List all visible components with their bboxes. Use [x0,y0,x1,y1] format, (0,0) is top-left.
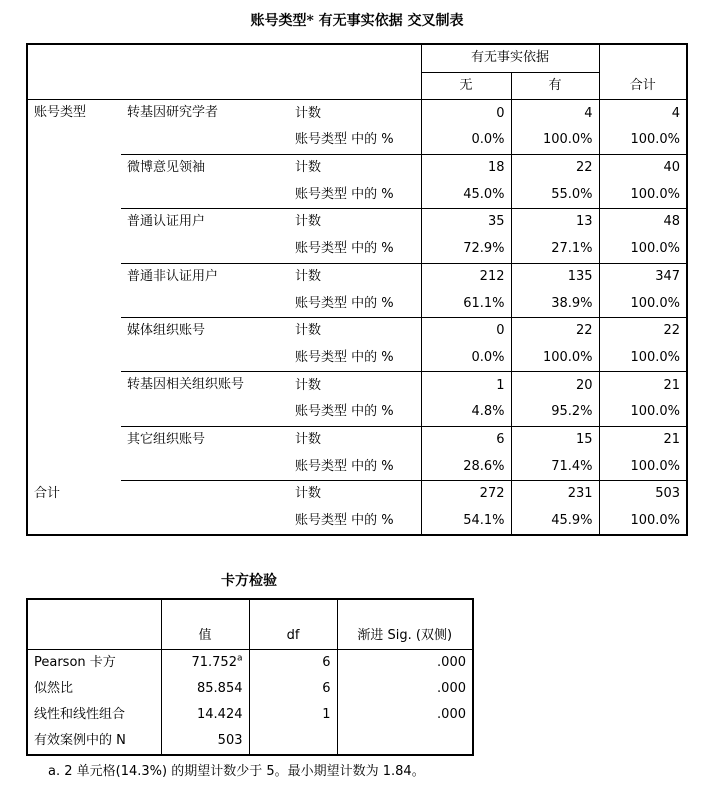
pct-cell: 38.9% [511,290,599,317]
pct-cell: 28.6% [421,453,511,480]
count-cell: 18 [421,154,511,181]
count-label: 计数 [295,105,322,121]
pct-cell: 100.0% [599,181,687,208]
chi-df-cell: 6 [249,649,337,676]
chi-value: 71.752 [191,654,237,670]
pct-cell: 61.1% [421,290,511,317]
chi-sig-header: 渐进 Sig. (双侧) [337,599,473,649]
row-variable-label: 账号类型 [34,105,87,121]
count-label: 计数 [295,268,322,284]
pct-cell: 4.8% [421,399,511,426]
pct-label: 账号类型 中的 % [289,399,421,426]
chi-value-cell [161,649,249,676]
pct-cell: 0.0% [421,345,511,372]
pct-label: 账号类型 中的 % [289,181,421,208]
count-cell: 22 [511,154,599,181]
chi-df-cell [249,728,337,755]
count-cell: 21 [599,426,687,453]
chi-value: 14.424 [197,706,243,722]
count-cell: 13 [511,209,599,236]
table-row [27,426,687,453]
chi-sig-cell: .000 [337,676,473,702]
pct-cell: 27.1% [511,236,599,263]
count-label: 计数 [295,486,322,502]
count-cell: 40 [599,154,687,181]
pct-cell: 100.0% [599,399,687,426]
count-cell: 1 [421,372,511,399]
pct-cell: 72.9% [421,236,511,263]
pct-cell: 100.0% [599,345,687,372]
chi-value-cell [161,702,249,728]
count-cell: 22 [599,317,687,344]
chi-row-label: 有效案例中的 N [34,732,126,748]
pct-cell: 100.0% [599,236,687,263]
pct-label: 账号类型 中的 % [289,453,421,480]
count-label: 计数 [295,431,322,447]
total-count-cell: 503 [599,481,687,508]
row-category: 媒体组织账号 [121,317,289,371]
chi-df-cell: 6 [249,676,337,702]
pct-cell: 100.0% [599,290,687,317]
count-cell: 21 [599,372,687,399]
chi-square-title: 卡方检验 [221,573,277,589]
row-category: 其它组织账号 [121,426,289,480]
pct-label: 账号类型 中的 % [289,127,421,154]
count-cell: 0 [421,317,511,344]
table-row [27,728,473,755]
table-row [27,676,473,702]
count-cell: 48 [599,209,687,236]
chi-df-cell: 1 [249,702,337,728]
col-yes-header: 有 [511,72,599,100]
crosstab-title: 账号类型* 有无事实依据 交叉制表 [250,13,464,29]
chi-header-blank [27,599,161,649]
chi-value-cell [161,728,249,755]
pct-cell: 71.4% [511,453,599,480]
table-row [27,100,687,127]
pct-cell: 95.2% [511,399,599,426]
pct-cell: 55.0% [511,181,599,208]
footnote-marker: a [236,653,243,664]
chi-square-footnote: a. 2 单元格(14.3%) 的期望计数少于 5。最小期望计数为 1.84。 [48,764,425,779]
col-total-header: 合计 [599,44,687,100]
pct-label: 账号类型 中的 % [289,345,421,372]
chi-df-header: df [249,599,337,649]
chi-row-label: 似然比 [34,680,74,696]
table-row [27,154,687,181]
chi-sig-cell: .000 [337,702,473,728]
count-cell: 35 [421,209,511,236]
pct-cell: 0.0% [421,127,511,154]
count-label: 计数 [295,323,322,339]
total-pct-cell: 45.9% [511,508,599,536]
pct-cell: 100.0% [599,127,687,154]
count-cell: 212 [421,263,511,290]
total-row [27,481,687,508]
chi-sig-cell [337,728,473,755]
total-label: 合计 [34,486,61,501]
count-cell: 347 [599,263,687,290]
chi-square-table [26,598,474,756]
pct-label: 账号类型 中的 % [289,236,421,263]
total-pct-cell: 54.1% [421,508,511,536]
count-cell: 22 [511,317,599,344]
chi-value-cell [161,676,249,702]
count-cell: 15 [511,426,599,453]
chi-header-row [27,599,473,649]
table-row [27,649,473,676]
total-pct-cell: 100.0% [599,508,687,536]
total-count-cell: 231 [511,481,599,508]
chi-row-label: Pearson 卡方 [34,654,116,670]
row-category: 转基因相关组织账号 [121,372,289,426]
count-cell: 4 [511,100,599,127]
crosstab-header-row-1 [27,44,687,72]
chi-row-label: 线性和线性组合 [34,706,126,722]
pct-label: 账号类型 中的 % [295,513,394,529]
row-category: 转基因研究学者 [121,100,289,154]
count-cell: 20 [511,372,599,399]
count-label: 计数 [295,377,322,393]
table-row [27,702,473,728]
pct-cell: 100.0% [511,127,599,154]
pct-cell: 100.0% [511,345,599,372]
count-cell: 0 [421,100,511,127]
chi-value: 503 [217,732,243,748]
count-cell: 4 [599,100,687,127]
pct-cell: 100.0% [599,453,687,480]
count-cell: 135 [511,263,599,290]
count-label: 计数 [295,160,322,176]
chi-sig-cell: .000 [337,649,473,676]
count-cell: 6 [421,426,511,453]
total-count-cell: 272 [421,481,511,508]
table-row [27,317,687,344]
table-row [27,372,687,399]
pct-cell: 45.0% [421,181,511,208]
col-group-header: 有无事实依据 [421,44,599,72]
pct-label: 账号类型 中的 % [289,290,421,317]
row-category: 微博意见领袖 [121,154,289,208]
row-category: 普通非认证用户 [121,263,289,317]
table-row [27,263,687,290]
chi-value: 85.854 [197,680,243,696]
chi-value-header: 值 [161,599,249,649]
crosstab-table [26,43,688,536]
count-label: 计数 [295,214,322,230]
col-no-header: 无 [421,72,511,100]
row-category: 普通认证用户 [121,209,289,263]
header-blank [27,44,421,100]
table-row [27,209,687,236]
